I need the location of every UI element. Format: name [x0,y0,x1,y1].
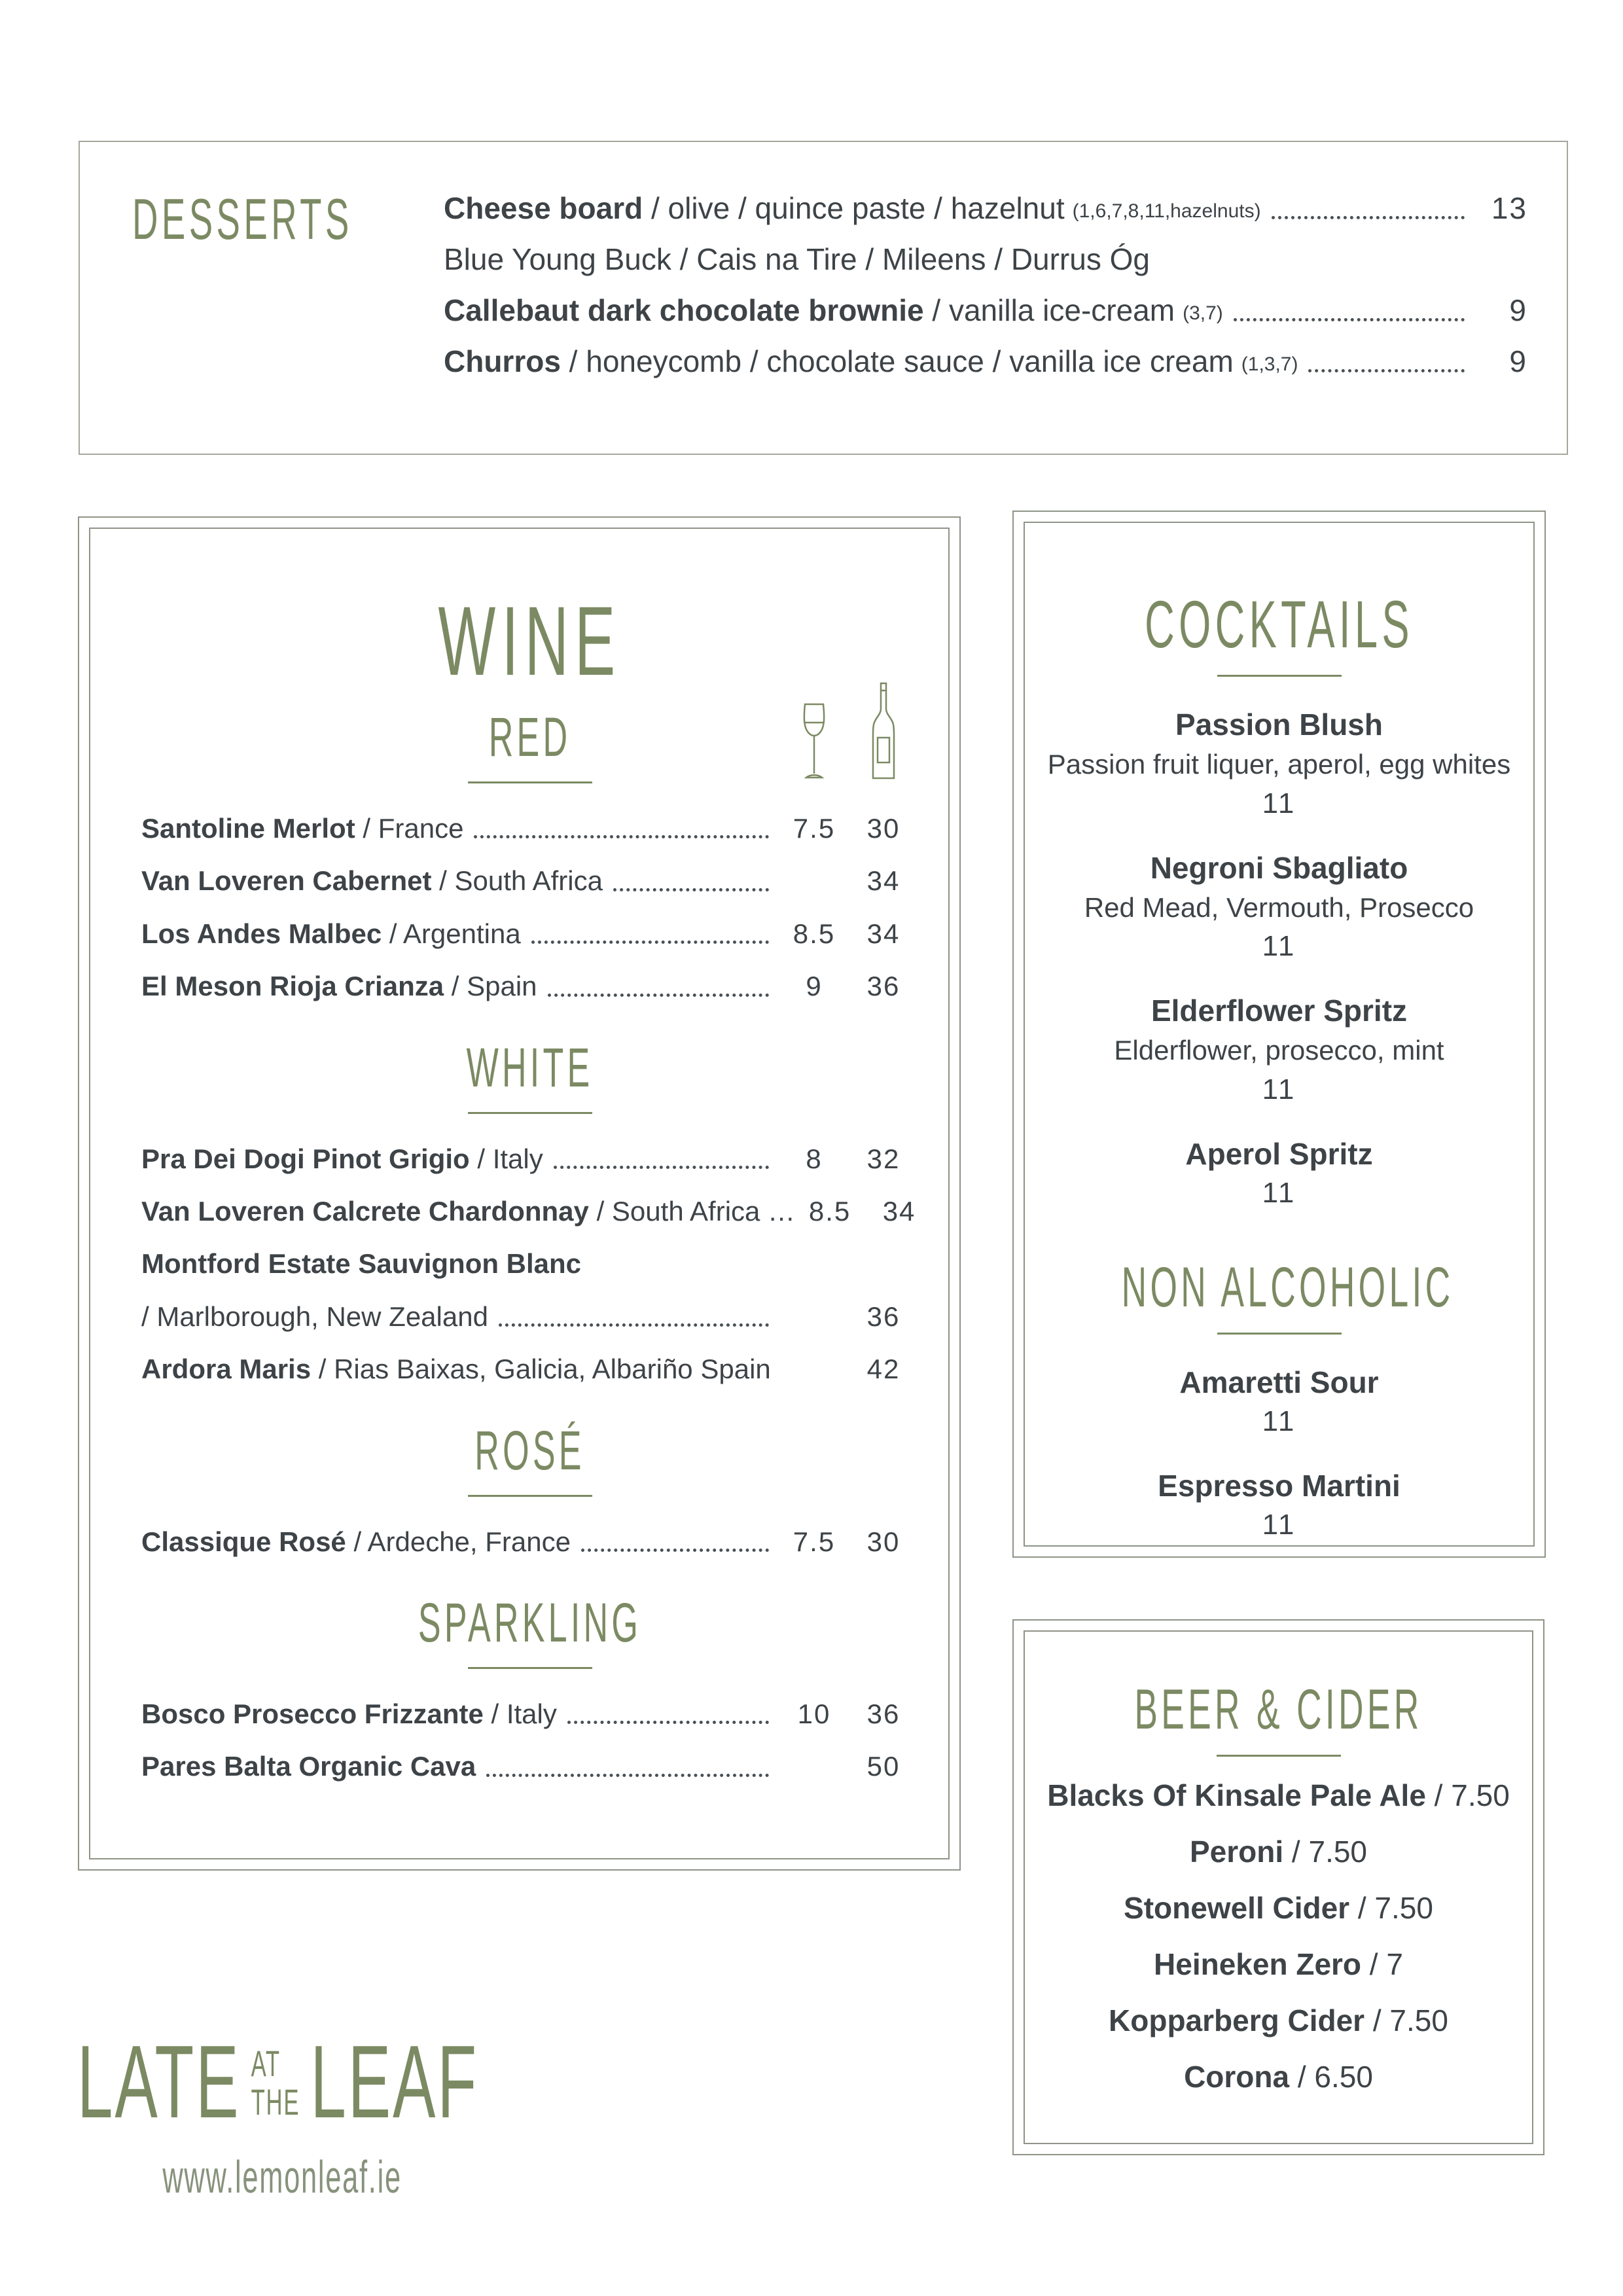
wine-item [141,812,918,845]
desserts-section [79,141,1568,455]
glass-price: 8 [806,1143,823,1174]
beer-item [1025,1834,1532,1869]
drink-description: Passion fruit liquer, aperol, egg whites [1047,749,1511,780]
dotted-leader [531,941,769,944]
wine-item [141,1698,918,1731]
beer-cider-section [1012,1619,1544,2155]
drink-name: Aperol Spritz [1185,1136,1373,1171]
wine-name: Montford Estate Sauvignon Blanc [141,1248,582,1280]
wine-item [141,1300,918,1333]
wine-item-text [141,970,537,1003]
logo-row [77,2024,479,2140]
beer-name: Blacks Of Kinsale Pale Ale [1047,1778,1426,1812]
wine-item [141,1195,918,1228]
wine-list-red [141,812,918,1003]
beer-price: / 6.50 [1289,2060,1373,2094]
wine-title: WINE [438,586,622,696]
wine-subheading-sparkling: SPARKLING [418,1591,642,1653]
wine-name: Van Loveren Calcrete Chardonnay [141,1195,589,1227]
wine-list-rose [141,1526,918,1558]
bottle-price: 36 [866,1300,901,1332]
dessert-item [444,293,1527,328]
drink-item [1025,707,1533,820]
wine-subheading-rose: ROSÉ [474,1419,585,1481]
wine-desc: / France [355,813,464,844]
drink-name: Passion Blush [1175,708,1383,742]
beer-name: Peroni [1189,1835,1284,1869]
wine-desc: / Italy [469,1143,543,1174]
beer-price: / 7.50 [1283,1835,1368,1869]
logo-leaf: LEAF [310,2024,479,2140]
beer-items [1025,1778,1532,2094]
wine-name: Pra Dei Dogi Pinot Grigio [141,1143,470,1174]
bottle-price: 30 [866,813,901,844]
bottle-price: 50 [866,1751,901,1782]
wine-lists [141,706,918,1784]
beer-cider-title: BEER & CIDER [1134,1678,1423,1741]
section-underline [468,1112,592,1114]
wine-desc: / Spain [444,971,537,1002]
wine-desc: / Italy [483,1698,557,1729]
wine-name: Ardora Maris [141,1354,312,1385]
wine-section [78,516,961,1871]
drink-name: Amaretti Sour [1179,1365,1379,1399]
wine-name: Los Andes Malbec [141,918,382,949]
dotted-leader [567,1721,769,1724]
section-underline [468,781,592,783]
wine-item [141,1247,918,1280]
drink-name: Negroni Sbagliato [1150,850,1408,885]
dessert-price: 13 [1491,191,1527,225]
wine-name: Santoline Merlot [141,813,355,844]
desserts-heading-column [132,187,444,454]
drink-price: 11 [1262,1405,1296,1437]
wine-name: Classique Rosé [141,1526,346,1557]
drink-description: Elderflower, prosecco, mint [1114,1035,1444,1066]
cocktails-title: COCKTAILS [1145,587,1414,662]
drink-name: Elderflower Spritz [1150,994,1408,1028]
bottle-price: 34 [866,918,901,949]
dotted-leader [1234,318,1465,321]
wine-name: Bosco Prosecco Frizzante [141,1698,484,1729]
dessert-desc: / vanilla ice-cream [923,293,1175,327]
wine-price-column-icons [800,682,899,780]
wine-item-text [141,1143,543,1175]
wine-item-text [141,1750,476,1783]
drink-item [1025,850,1533,963]
beer-name: Heineken Zero [1154,1947,1362,1981]
wine-item-text [141,1526,571,1558]
wine-item-text [141,1698,557,1731]
beer-name: Corona [1184,2060,1290,2094]
wine-desc: / Ardeche, France [346,1526,571,1557]
glass-price: 8.5 [808,1195,851,1227]
drink-price: 11 [1262,787,1296,819]
cocktails-inner-border [1024,522,1535,1547]
dotted-leader [474,835,769,838]
dotted-leader [499,1323,769,1327]
dessert-item [444,344,1527,379]
wine-item [141,970,918,1003]
wine-item [141,1526,918,1558]
bottle-price: 30 [866,1526,901,1557]
logo-the: THE [251,2081,300,2123]
glass-price: 7.5 [793,1526,836,1557]
wine-name: Pares Balta Organic Cava [141,1751,476,1782]
beer-price: / 7.50 [1349,1891,1433,1925]
dessert-desc: / olive / quince paste / hazelnut [643,191,1065,225]
wine-item [141,1353,918,1386]
drink-name: Espresso Martini [1158,1468,1400,1503]
wine-desc: / Rias Baixas, Galicia, Albariño Spain [311,1354,771,1385]
wine-item-text [141,1353,771,1386]
dessert-name: Callebaut dark chocolate brownie [444,293,924,327]
wine-bottle-icon [868,682,899,780]
non-alcoholic-underline [1217,1333,1342,1335]
drink-item [1025,1468,1533,1541]
wine-subheading-white: WHITE [466,1036,594,1098]
dessert-desc: Blue Young Buck / Cais na Tire / Mileens / Durrus Óg [444,242,1150,276]
beer-underline [1217,1755,1341,1757]
beer-item [1025,1890,1532,1926]
bottle-price: 32 [866,1143,901,1174]
wine-item [141,918,918,950]
bottle-price: 36 [866,971,901,1002]
logo-late: LATE [77,2024,241,2140]
dotted-leader [581,1549,769,1552]
dotted-leader [486,1774,769,1777]
dotted-leader [1308,369,1465,372]
drink-price: 11 [1262,1176,1296,1209]
wine-subheading-red: RED [488,706,571,768]
cocktails-underline [1217,675,1342,677]
wine-desc: / Argentina [382,918,521,949]
beer-name: Stonewell Cider [1124,1891,1350,1925]
beer-price: / 7.50 [1425,1778,1510,1812]
wine-inner-border [89,528,950,1859]
wine-item-text [141,1300,488,1333]
beer-item [1025,1778,1532,1813]
wine-glass-icon [800,703,829,780]
late-at-the-leaf-logo [77,2024,496,2203]
wine-list-sparkling [141,1698,918,1784]
beer-item [1025,2003,1532,2038]
glass-price: 8.5 [793,918,836,949]
beer-name: Kopparberg Cider [1109,2003,1365,2037]
wine-name: Van Loveren Cabernet [141,865,432,897]
dessert-allergens: (3,7) [1183,302,1223,324]
drink-item [1025,1365,1533,1438]
wine-list-white [141,1143,918,1386]
dotted-leader [613,888,769,891]
bottle-price: 34 [882,1195,916,1227]
dessert-allergens: (1,3,7) [1241,353,1298,375]
dessert-price: 9 [1509,344,1527,378]
glass-price: 9 [806,971,823,1002]
dotted-leader [554,1166,769,1169]
wine-desc: / Marlborough, New Zealand [141,1300,488,1332]
drink-item [1025,1136,1533,1210]
wine-item [141,1750,918,1783]
cocktails-items [1025,707,1533,1210]
beer-item [1025,2059,1532,2094]
non-alcoholic-items [1025,1365,1533,1541]
glass-price: 7.5 [793,813,836,844]
dessert-price: 9 [1509,293,1527,327]
desserts-title: DESSERTS [132,187,353,251]
drink-description: Red Mead, Vermouth, Prosecco [1084,891,1474,923]
non-alcoholic-title: NON ALCOHOLIC [1121,1255,1454,1319]
beer-price: / 7 [1361,1947,1403,1981]
desserts-items [444,190,1527,454]
wine-item-text [141,1195,795,1228]
dessert-name: Churros [444,344,561,378]
wine-desc: / South Africa … [588,1195,796,1227]
logo-at: AT [251,2042,281,2084]
beer-item [1025,1946,1532,1982]
dessert-name: Cheese board [444,191,643,225]
beer-price: / 7.50 [1364,2003,1448,2037]
drink-price: 11 [1262,1073,1296,1105]
dessert-desc: / honeycomb / chocolate sauce / vanilla ice cream [560,344,1234,378]
beer-inner-border [1024,1630,1533,2144]
drink-item [1025,993,1533,1106]
wine-item [141,865,918,897]
section-underline [468,1495,592,1497]
dotted-leader [1272,216,1465,219]
wine-desc: / South Africa [431,865,603,897]
website-url: www.lemonleaf.ie [162,2151,402,2203]
dotted-leader [548,994,769,997]
dessert-item [444,190,1527,226]
wine-item-text [141,1247,581,1280]
cocktails-section [1012,511,1546,1558]
logo-at-the [251,2042,300,2124]
wine-item [141,1143,918,1175]
bottle-price: 36 [866,1698,901,1729]
wine-item-text [141,812,463,845]
glass-price: 10 [797,1698,831,1729]
bottle-price: 34 [866,865,901,897]
wine-item-text [141,865,603,897]
dessert-item [444,242,1527,277]
wine-name: El Meson Rioja Crianza [141,971,444,1002]
drink-price: 11 [1262,930,1296,962]
drink-price: 11 [1262,1508,1296,1541]
bottle-price: 42 [866,1354,901,1385]
dessert-allergens: (1,6,7,8,11,hazelnuts) [1072,200,1261,222]
section-underline [468,1667,592,1669]
wine-item-text [141,918,521,950]
